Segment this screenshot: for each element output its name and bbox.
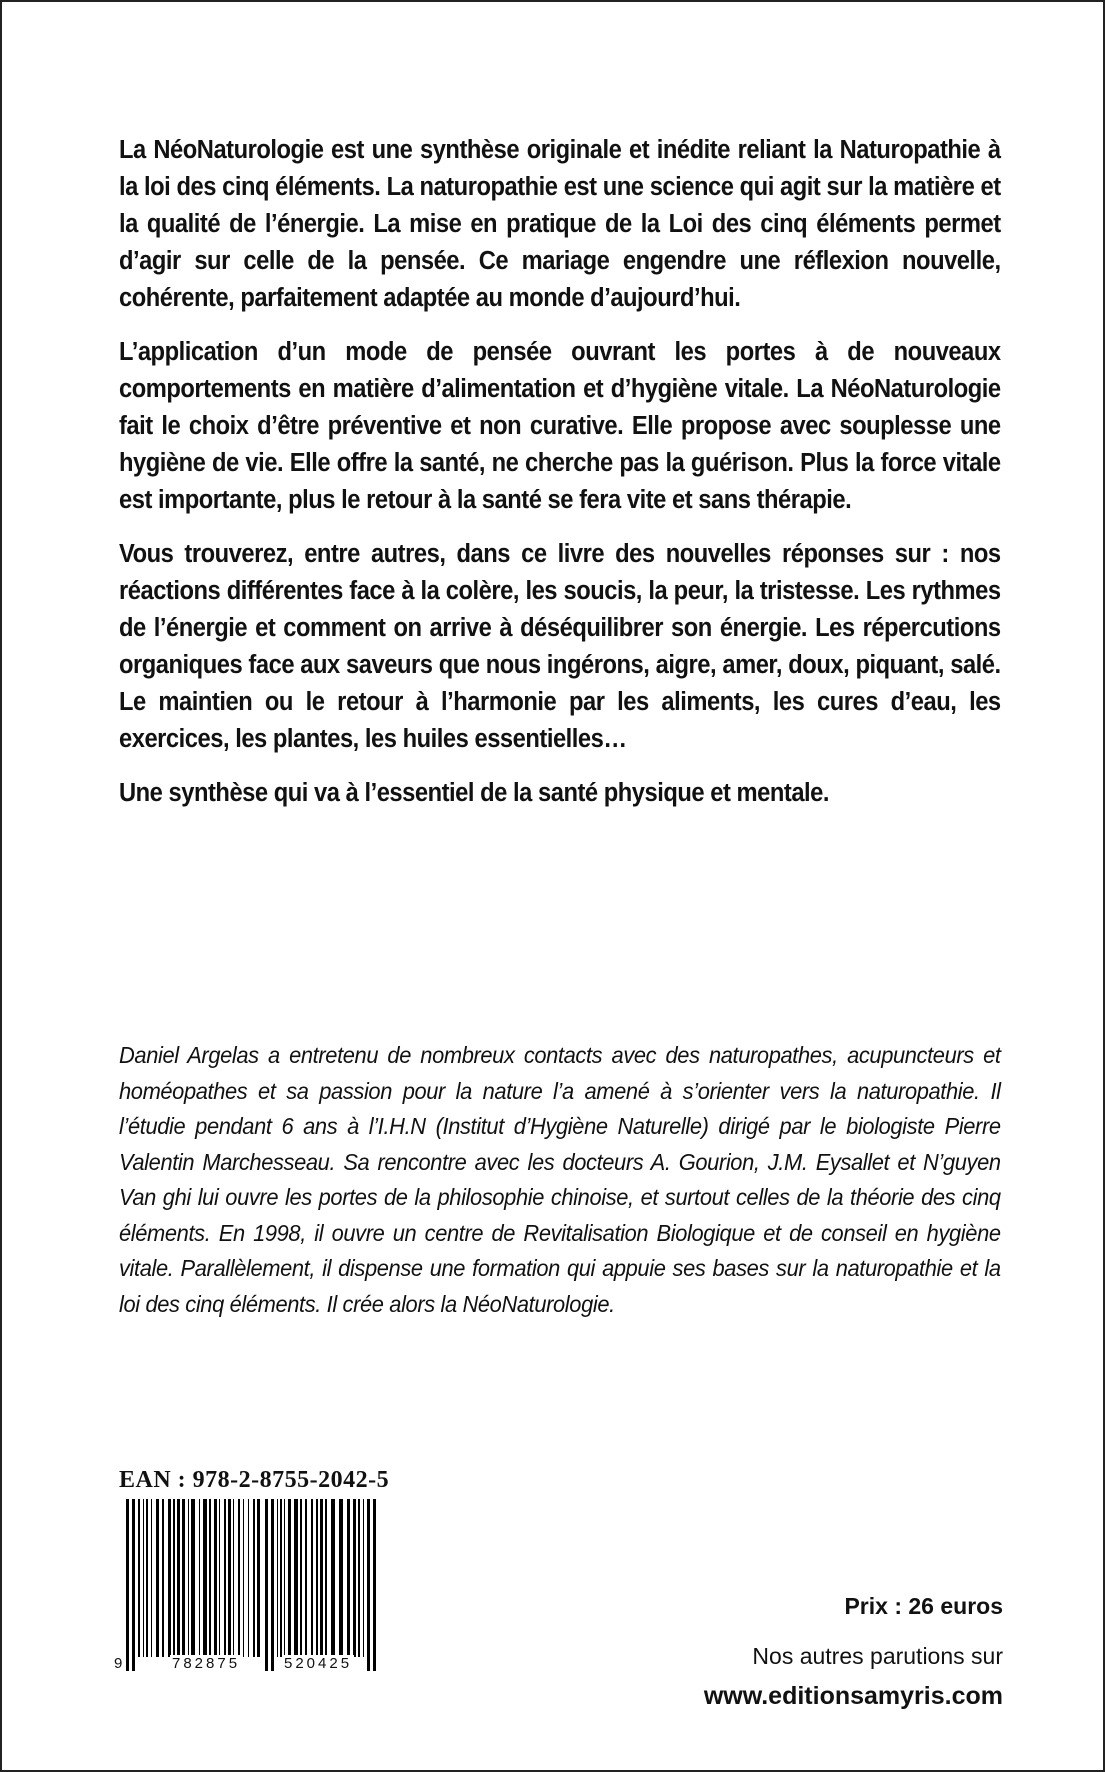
barcode-bars (112, 1499, 382, 1679)
price: Prix : 26 euros (844, 1593, 1003, 1619)
barcode (112, 1499, 382, 1679)
other-publications-text: Nos autres parutions sur (752, 1643, 1003, 1669)
barcode-digits-left: 782875 (172, 1655, 241, 1672)
description-paragraph-3: Vous trouverez, entre autres, dans ce livre des nouvelles réponses sur : nos réactions différentes face à la colère, les soucis, la peur, la tristesse. Les rythmes de l’énergie et comment on arrive à déséquilibrer son énergie. Les répercutions organiques face aux saveurs que nous ingérons, aigre, amer, doux, piquant, salé. Le maintien ou le retour à l’harmonie par les aliments, les cures d’eau, les exercices, les plantes, les huiles essentielles… (119, 540, 1001, 753)
book-description (119, 132, 1001, 829)
author-bio-text: Daniel Argelas a entretenu de nombreux contacts avec des naturopathes, acupuncteurs et homéopathes et sa passion pour la nature l’a amené à s’orienter vers la naturopathie. Il l’étudie pendant 6 ans à l’I.H.N (Institut d’Hygiène Naturelle) dirigé par le biologiste Pierre Valentin Marchesseau. Sa rencontre avec les docteurs A. Gourion, J.M. Eysallet et N’guyen Van ghi lui ouvre les portes de la philosophie chinoise, et surtout celles de la théorie des cinq éléments. En 1998, il ouvre un centre de Revitalisation Biologique et de conseil en hygiène vitale. Parallèlement, il dispense une formation qui appuie ses bases sur la naturopathie et la loi des cinq éléments. Il crée alors la NéoNaturologie. (119, 1042, 1001, 1317)
author-bio (119, 1038, 1001, 1322)
description-paragraph-1: La NéoNaturologie est une synthèse originale et inédite reliant la Naturopathie à la loi des cinq éléments. La naturopathie est une science qui agit sur la matière et la qualité de l’énergie. La mise en pratique de la Loi des cinq éléments permet d’agir sur celle de la pensée. Ce mariage engendre une réflexion nouvelle, cohérente, parfaitement adaptée au monde d’aujourd’hui. (119, 136, 1001, 312)
barcode-digits-right: 520425 (284, 1655, 353, 1672)
description-paragraph-4: Une synthèse qui va à l’essentiel de la santé physique et mentale. (119, 779, 830, 807)
publisher-website-link[interactable]: www.editionsamyris.com (703, 1682, 1003, 1710)
ean-label: EAN : 978-2-8755-2042-5 (119, 1467, 390, 1493)
description-paragraph-2: L’application d’un mode de pensée ouvrant les portes à de nouveaux comportements en matière d’alimentation et d’hygiène vitale. La NéoNaturologie fait le choix d’être préventive et non curative. Elle propose avec souplesse une hygiène de vie. Elle offre la santé, ne cherche pas la guérison. Plus la force vitale est importante, plus le retour à la santé se fera vite et sans thérapie. (119, 338, 1001, 514)
barcode-digit-first: 9 (114, 1655, 123, 1672)
